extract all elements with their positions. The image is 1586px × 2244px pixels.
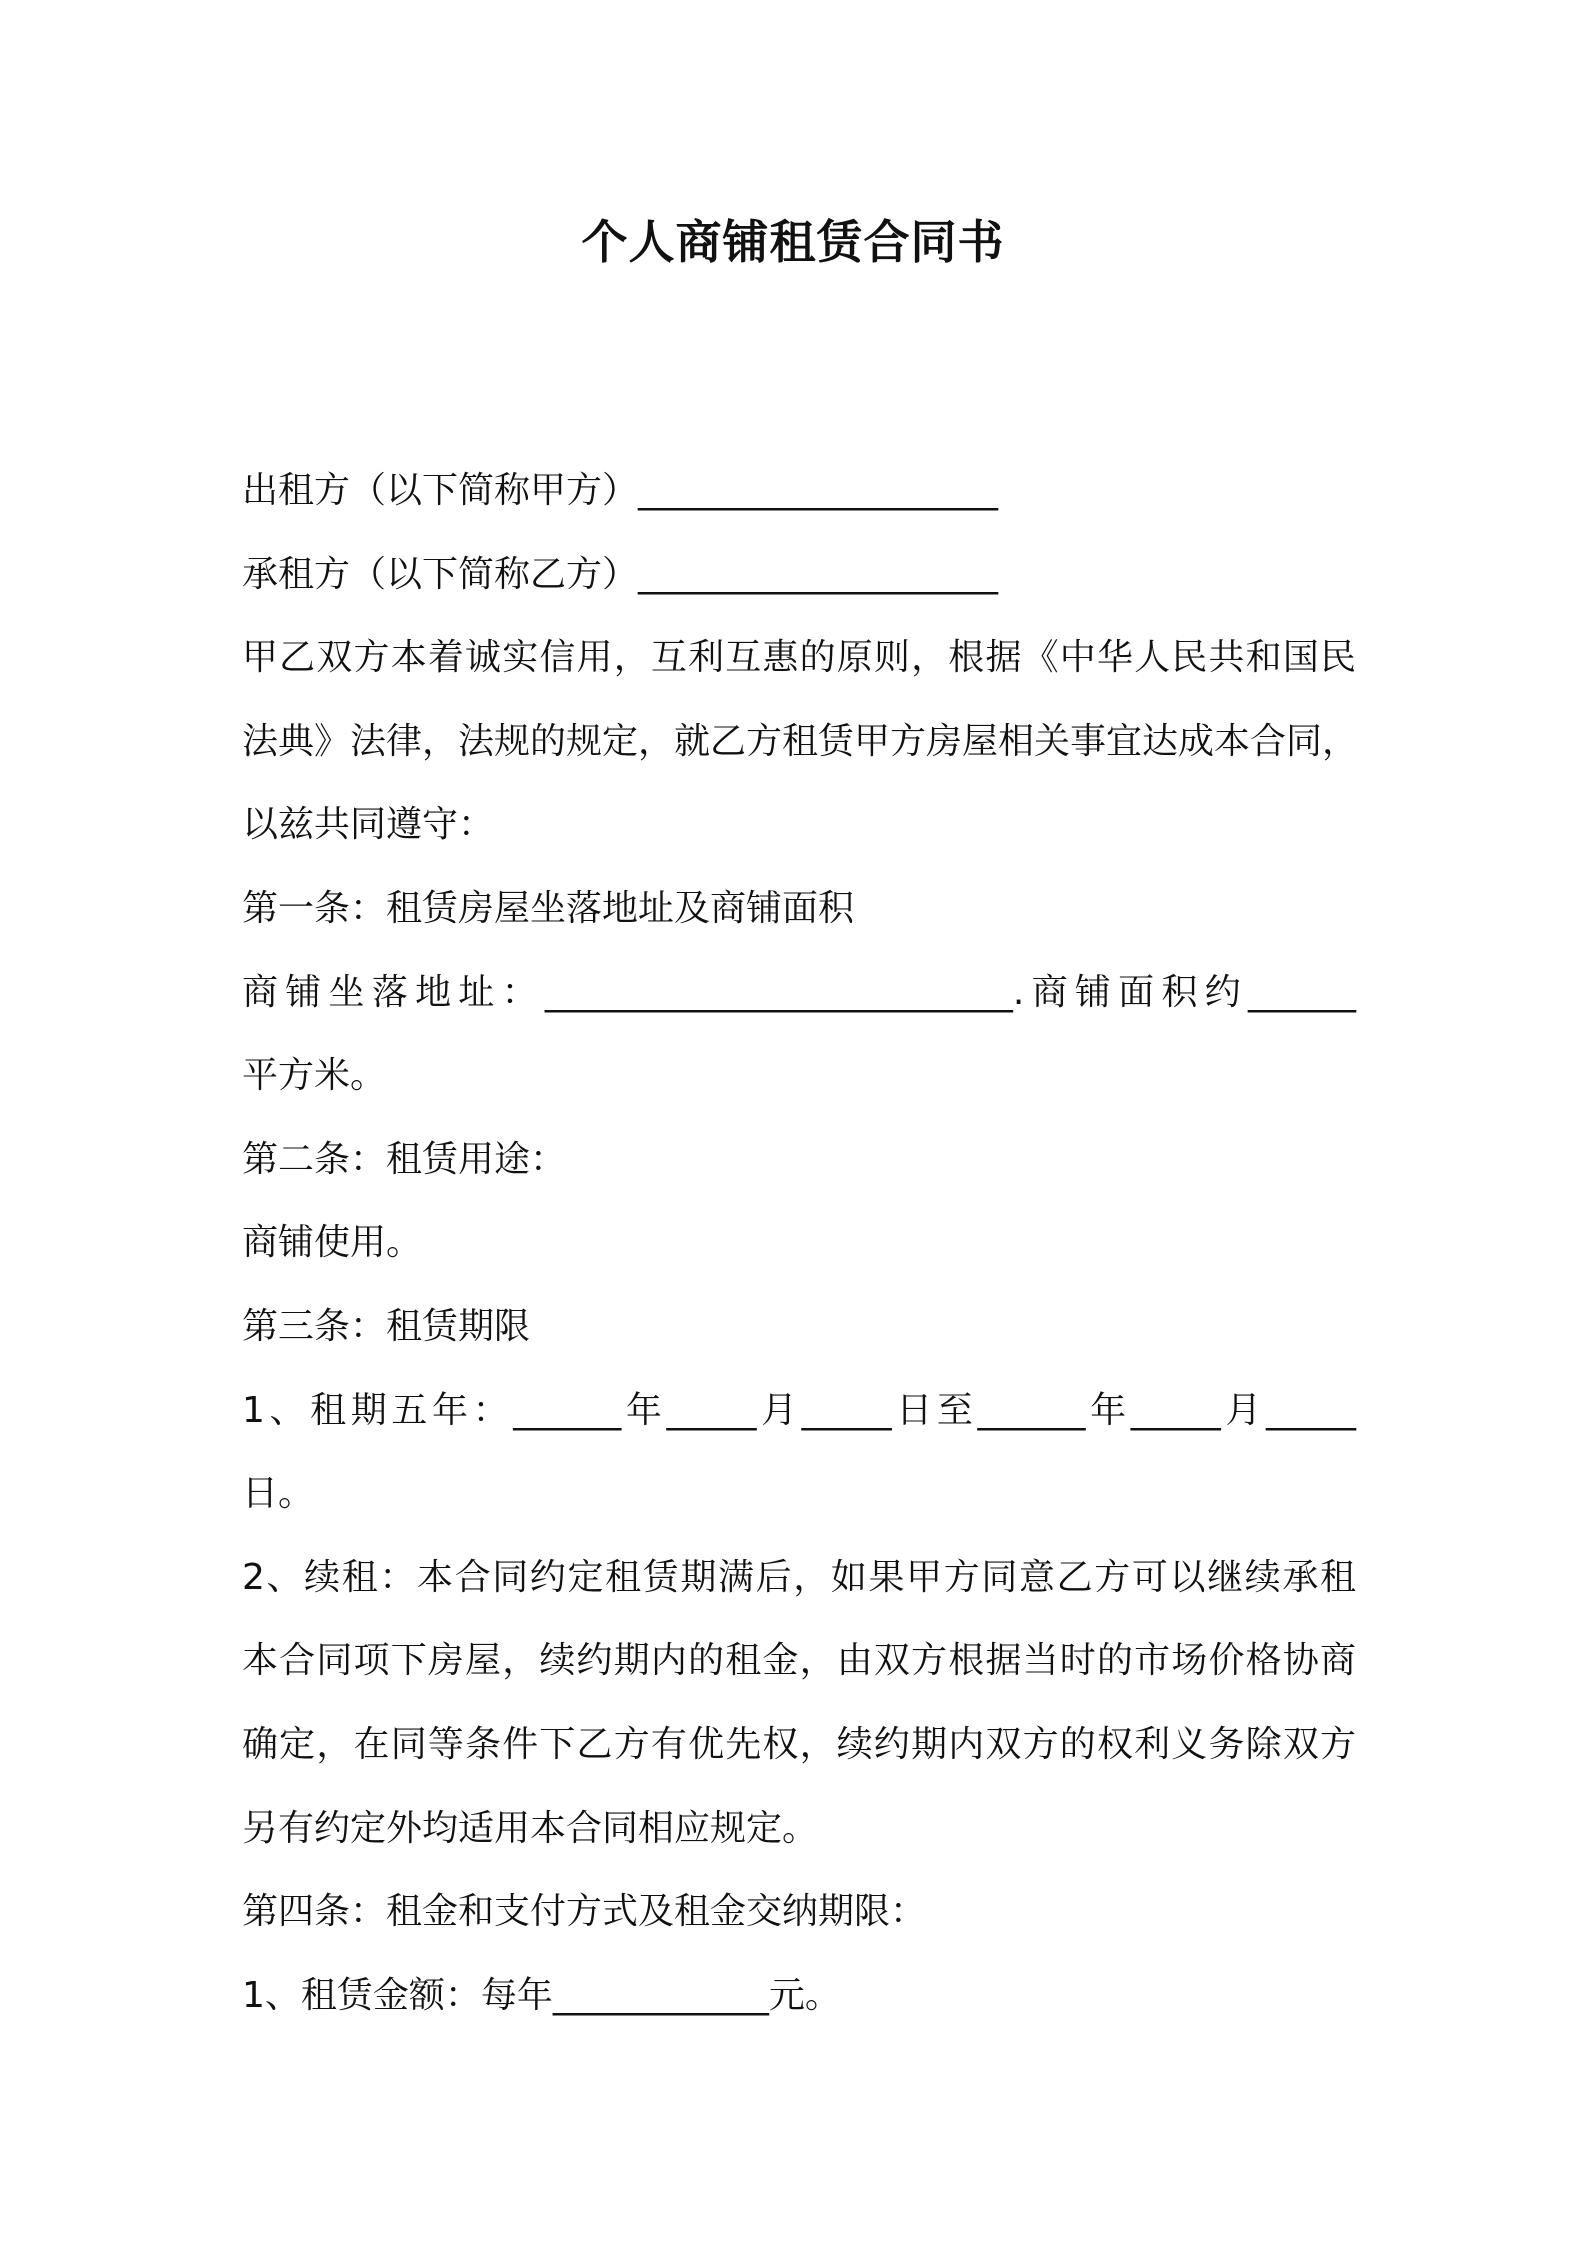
clause-line: 2、续租：本合同约定租赁期满后，如果甲方同意乙方可以继续承租 — [242, 1556, 1356, 1598]
article-heading: 第四条：租金和支付方式及租金交纳期限： — [242, 1891, 927, 1933]
clause-line: 1、租赁金额：每年____________元。 — [242, 1974, 841, 2016]
clause-line: 本合同项下房屋，续约期内的租金，由双方根据当时的市场价格协商 — [242, 1640, 1356, 1682]
article-heading: 第二条：租赁用途： — [242, 1138, 567, 1180]
article-heading: 第三条：租赁期限 — [242, 1305, 531, 1347]
contract-body — [242, 449, 1359, 2037]
lessor-line: 出租方（以下简称甲方）____________________ — [242, 470, 999, 511]
clause-line: 商铺使用。 — [242, 1222, 423, 1264]
preamble-line: 法典》法律，法规的规定，就乙方租赁甲方房屋相关事宜达成本合同， — [242, 720, 1359, 762]
document-title: 个人商铺租赁合同书 — [581, 215, 1005, 269]
preamble-line: 甲乙双方本着诚实信用，互利互惠的原则，根据《中华人民共和国民 — [242, 637, 1356, 679]
clause-line: 1、租期五年：______年_____月_____日至______年_____月_____ — [242, 1389, 1356, 1431]
preamble-line: 以兹共同遵守： — [242, 804, 495, 846]
clause-line: 商铺坐落地址：__________________________.商铺面积约______ — [242, 971, 1356, 1013]
clause-line: 另有约定外均适用本合同相应规定。 — [242, 1807, 819, 1849]
lessee-line: 承租方（以下简称乙方）____________________ — [242, 553, 999, 595]
clause-line: 确定，在同等条件下乙方有优先权，续约期内双方的权利义务除双方 — [242, 1723, 1356, 1765]
clause-line: 平方米。 — [242, 1055, 387, 1097]
article-heading: 第一条：租赁房屋坐落地址及商铺面积 — [242, 887, 855, 929]
clause-line: 日。 — [242, 1473, 315, 1515]
